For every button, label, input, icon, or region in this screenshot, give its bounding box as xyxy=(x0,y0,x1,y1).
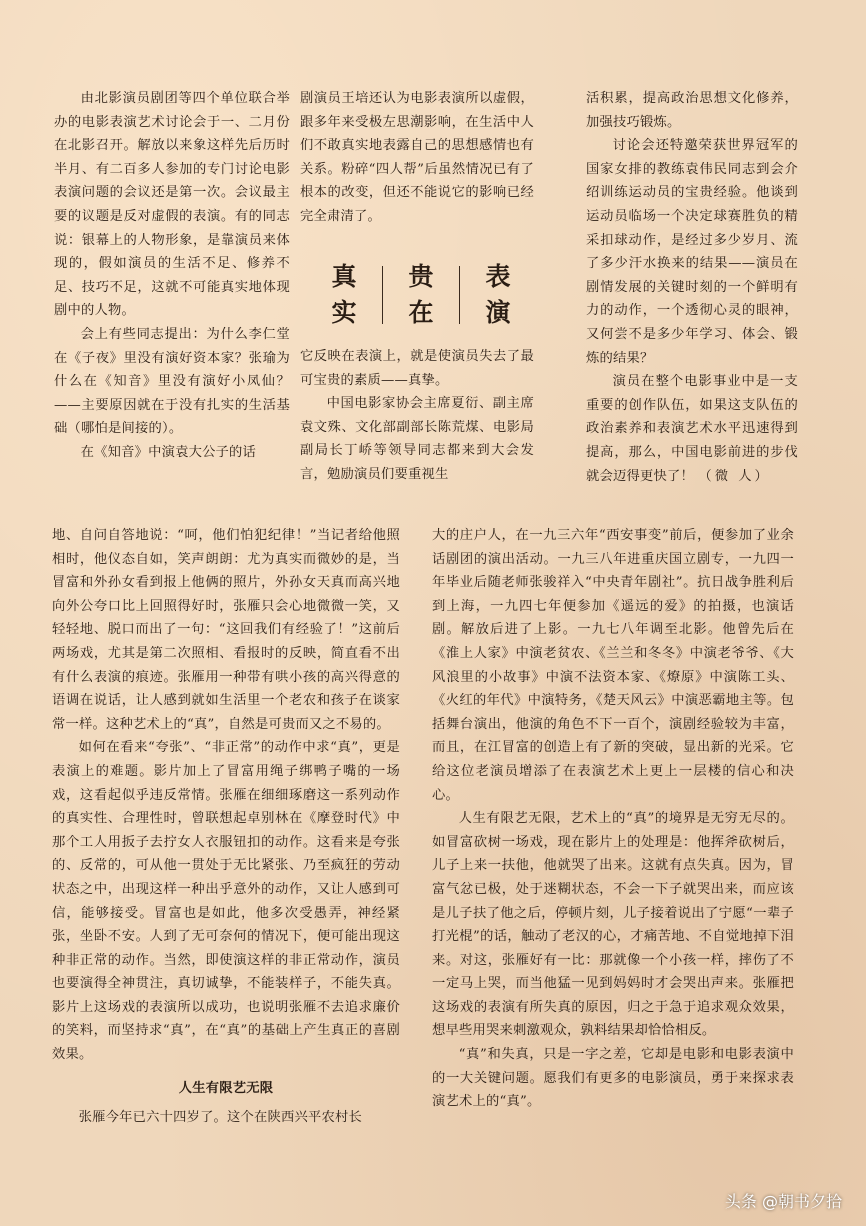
title-divider xyxy=(382,266,383,324)
paragraph: 活积累，提高政治思想文化修养，加强技巧锻炼。 xyxy=(586,91,798,130)
paragraph: 由北影演员剧团等四个单位联合举办的电影表演艺术讨论会于一、二月份在北影召开。解放以来象这样先后历时半月、有二百多人参加的专门讨论电影表演问题的会议还是第一次。会议最主要的议题是反对虚假的表演。有的同志说：银幕上的人物形象，是靠演员来体现的，假如演员的生活不足、修养不足、技巧不足，这就不可能真实地体现剧中的人物。 xyxy=(54,91,290,319)
article-column-2-top xyxy=(300,87,534,229)
title-char: 实 xyxy=(331,298,357,327)
article-title xyxy=(318,262,524,328)
source-watermark: 头条 @朝书夕拾 xyxy=(724,1192,842,1211)
title-column xyxy=(395,262,447,328)
paragraph: 剧演员王培还认为电影表演所以虚假，跟多年来受极左思潮影响，在生活中人们不敢真实地表露自己的思想感情也有关系。粉碎“四人帮”后虽然情况已有了根本的改变，但还不能说它的影响已经完全肃清了。 xyxy=(300,91,534,224)
article-column-1 xyxy=(54,87,290,465)
article-column-3 xyxy=(586,87,798,488)
bottom-column-right xyxy=(432,524,794,1114)
paragraph: 地、自问自答地说：“呵，他们怕犯纪律！”当记者给他照相时，他仪态自如，笑声朗朗：尤为真实而微妙的是，当冒富和外孙女看到报上他俩的照片，外孙女天真而高兴地向外公夸口比上回照得好时，张雁只会心地微微一笑，又轻轻地、脱口而出了一句：“这回我们有经验了！”这前后两场戏，尤其是第二次照相、看报时的反映，简直看不出有什么表演的痕迹。张雁用一种带有哄小孩的高兴得意的语调在说话，让人感到就如生活里一个老农和孩子在谈家常一样。这种艺术上的“真”，自然是可贵而又之不易的。 xyxy=(52,528,400,732)
paragraph: 会上有些同志提出：为什么李仁堂在《子夜》里没有演好资本家？张瑜为什么在《知音》里没有演好小凤仙？——主要原因就在于没有扎实的生活基础（哪怕是间接的）。 xyxy=(54,326,290,437)
paragraph xyxy=(586,370,798,488)
section-subheading: 人生有限艺无限 xyxy=(178,1080,274,1096)
paragraph: 中国电影家协会主席夏衍、副主席袁文殊、文化部副部长陈荒煤、电影局副局长丁峤等领导同志都来到大会发言，勉励演员们要重视生 xyxy=(300,396,534,482)
paragraph: 人生有限艺无限，艺术上的“真”的境界是无穷无尽的。如冒富砍树一场戏，现在影片上的处理是：他挥斧砍树后，儿子上来一扶他，他就哭了出来。这就有点失真。因为，冒富气忿已极，处于迷糊状态，不会一下子就哭出来，而应该是儿子扶了他之后，停顿片刻，儿子接着说出了宁愿“一辈子打光棍”的话，触动了老汉的心，才痛苦地、不自觉地掉下泪来。对这，张雁好有一比：那就像一个小孩一样，摔伤了不一定马上哭，而当他猛一见到妈妈时才会哭出声来。张雁把这场戏的表演有所失真的原因，归之于急于追求观众效果，想早些用哭来刺激观众，孰料结果却恰恰相反。 xyxy=(432,811,794,1039)
paragraph: “真”和失真，只是一字之差，它却是电影和电影表演中的一大关键问题。愿我们有更多的电影演员，勇于来探求表演艺术上的“真”。 xyxy=(432,1047,794,1110)
title-char: 真 xyxy=(331,262,357,291)
title-divider xyxy=(459,266,460,324)
title-char: 演 xyxy=(485,298,511,327)
title-char: 贵 xyxy=(408,262,434,291)
bottom-column-left xyxy=(52,524,400,1130)
title-column xyxy=(318,262,370,328)
title-char: 在 xyxy=(408,298,434,327)
paragraph: 大的庄户人，在一九三六年“西安事变”前后，便参加了业余话剧团的演出活动。一九三八年进重庆国立剧专，一九四一年毕业后随老师张骏祥入“中央青年剧社”。抗日战争胜利后到上海，一九四七年便参加《遥远的爱》的拍摄，也演话剧。解放后进了上影。一九七八年调至北影。他曾先后在《淮上人家》中演老贫农、《兰兰和冬冬》中演老爷爷、《大风浪里的小故事》中演不法资本家、《燎原》中演陈工头、《火红的年代》中演特务，《楚天风云》中演恶霸地主等。包括舞台演出，他演的角色不下一百个，演剧经验较为丰富，而且，在江冒富的创造上有了新的突破，显出新的光采。它给这位老演员增添了在表演艺术上更上一层楼的信心和决心。 xyxy=(432,528,794,803)
paragraph: 它反映在表演上，就是使演员失去了最可宝贵的素质——真挚。 xyxy=(300,349,534,388)
paragraph: 张雁今年已六十四岁了。这个在陕西兴平农村长 xyxy=(78,1110,363,1126)
paragraph: 如何在看来“夸张”、“非正常”的动作中求“真”，更是表演上的难题。影片加上了冒富用绳子绑鸭子嘴的一场戏，这看起似乎违反常情。张雁在细细琢磨这一系列动作的真实性、合理性时，曾联想起卓别林在《摩登时代》中那个工人用扳子去拧女人衣服钮扣的动作。这看来是夸张的、反常的，可从他一贯处于无比紧张、乃至疯狂的劳动状态之中，出现这样一种出乎意外的动作，又让人感到可信，能够接受。冒富也是如此，他多次受愚弄，神经紧张，坐卧不安。人到了无可奈何的情况下，便可能出现这种非正常的动作。当然，即使演这样的非正常动作，演员也要演得全神贯注，真切诚挚，不能装样子，不能失真。影片上这场戏的表演所以成功，也说明张雁不去追求廉价的笑料，而坚持求“真”，在“真”的基础上产生真正的喜剧效果。 xyxy=(52,740,400,1063)
title-column xyxy=(472,262,524,328)
paragraph: 在《知音》中演袁大公子的话 xyxy=(80,444,257,460)
article-column-2-bottom xyxy=(300,345,534,487)
paragraph-text: 演员在整个电影事业中是一支重要的创作队伍，如果这支队伍的政治素养和表演艺术水平迅速得到提高，那么，中国电影前进的步伐就会迈得更快了！ xyxy=(586,374,798,484)
author-signature: （微 人） xyxy=(698,468,771,484)
paragraph: 讨论会还特邀荣获世界冠军的国家女排的教练袁伟民同志到会介绍训练运动员的宝贵经验。他谈到运动员临场一个决定球赛胜负的精采扣球动作，是经过多少岁月、流了多少汗水换来的结果——演员在剧情发展的关键时刻的一个鲜明有力的动作，一个透彻心灵的眼神，又何尝不是多少年学习、体会、锻炼的结果？ xyxy=(586,138,798,366)
title-char: 表 xyxy=(485,262,511,291)
